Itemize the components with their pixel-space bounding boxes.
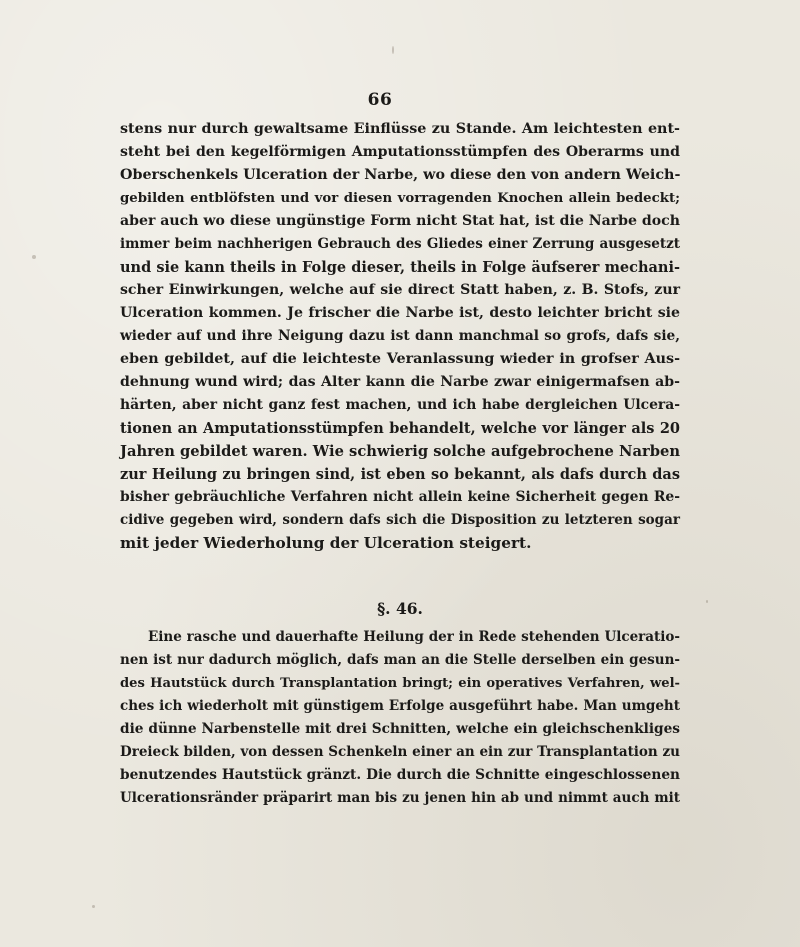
text-line: des Hautstück durch Transplantation bringt; ein operatives Verfahren, wel-	[120, 676, 680, 691]
text-line: wieder auf und ihre Neigung dazu ist dann manchmal so grofs, dafs sie,	[120, 328, 680, 344]
text-line: Ulcerationsränder präparirt man bis zu jenen hin ab und nimmt auch mit	[120, 790, 680, 806]
text-line: mit jeder Wiederholung der Ulceration steigert.	[120, 534, 532, 552]
text-line: scher Einwirkungen, welche auf sie direct Statt haben, z. B. Stofs, zur	[120, 282, 680, 298]
text-line: cidive gegeben wird, sondern dafs sich die Disposition zu letzteren sogar	[120, 512, 680, 528]
paper-speck	[392, 46, 394, 54]
text-line: steht bei den kegelförmigen Amputationsstümpfen des Oberarms und	[120, 144, 680, 160]
paragraph-2	[120, 626, 680, 810]
text-line: und sie kann theils in Folge dieser, theils in Folge äufserer mechani-	[120, 259, 680, 276]
text-line: stens nur durch gewaltsame Einflüsse zu Stande. Am leichtesten ent-	[120, 121, 680, 137]
text-line: ches ich wiederholt mit günstigem Erfolge ausgeführt habe. Man umgeht	[120, 698, 680, 714]
text-line: Jahren gebildet waren. Wie schwierig solche aufgebrochene Narben	[120, 443, 680, 460]
text-line: dehnung wund wird; das Alter kann die Narbe zwar einigermafsen ab-	[120, 374, 680, 390]
paper-speck	[706, 600, 708, 603]
paragraph-1	[120, 118, 680, 555]
page-number: 66	[367, 90, 393, 110]
text-line: Eine rasche und dauerhafte Heilung der in Rede stehenden Ulceratio-	[148, 629, 680, 645]
text-line: Ulceration kommen. Je frischer die Narbe ist, desto leichter bricht sie	[120, 305, 680, 321]
text-line: Oberschenkels Ulceration der Narbe, wo diese den von andern Weich-	[120, 167, 681, 183]
text-line: immer beim nachherigen Gebrauch des Gliedes einer Zerrung ausgesetzt	[120, 236, 680, 252]
text-line: nen ist nur dadurch möglich, dafs man an die Stelle derselben ein gesun-	[120, 652, 680, 668]
paper-speck	[32, 255, 36, 259]
section-heading: §. 46.	[377, 599, 423, 618]
text-line: aber auch wo diese ungünstige Form nicht Stat hat, ist die Narbe doch	[120, 213, 680, 229]
text-line: die dünne Narbenstelle mit drei Schnitten, welche ein gleichschenkliges	[120, 721, 680, 737]
text-line: benutzendes Hautstück gränzt. Die durch die Schnitte eingeschlossenen	[120, 767, 680, 783]
text-line: Dreieck bilden, von dessen Schenkeln einer an ein zur Transplantation zu	[120, 744, 680, 760]
text-line: bisher gebräuchliche Verfahren nicht allein keine Sicherheit gegen Re-	[120, 489, 680, 505]
paper-speck	[92, 905, 95, 908]
text-line: eben gebildet, auf die leichteste Veranlassung wieder in grofser Aus-	[120, 351, 680, 367]
text-line: gebilden entblöfsten und vor diesen vorragenden Knochen allein bedeckt;	[120, 191, 680, 206]
text-line: zur Heilung zu bringen sind, ist eben so bekannt, als dafs durch das	[120, 466, 680, 483]
text-line: tionen an Amputationsstümpfen behandelt, welche vor länger als 20	[120, 420, 680, 437]
text-line: härten, aber nicht ganz fest machen, und ich habe dergleichen Ulcera-	[120, 397, 680, 413]
